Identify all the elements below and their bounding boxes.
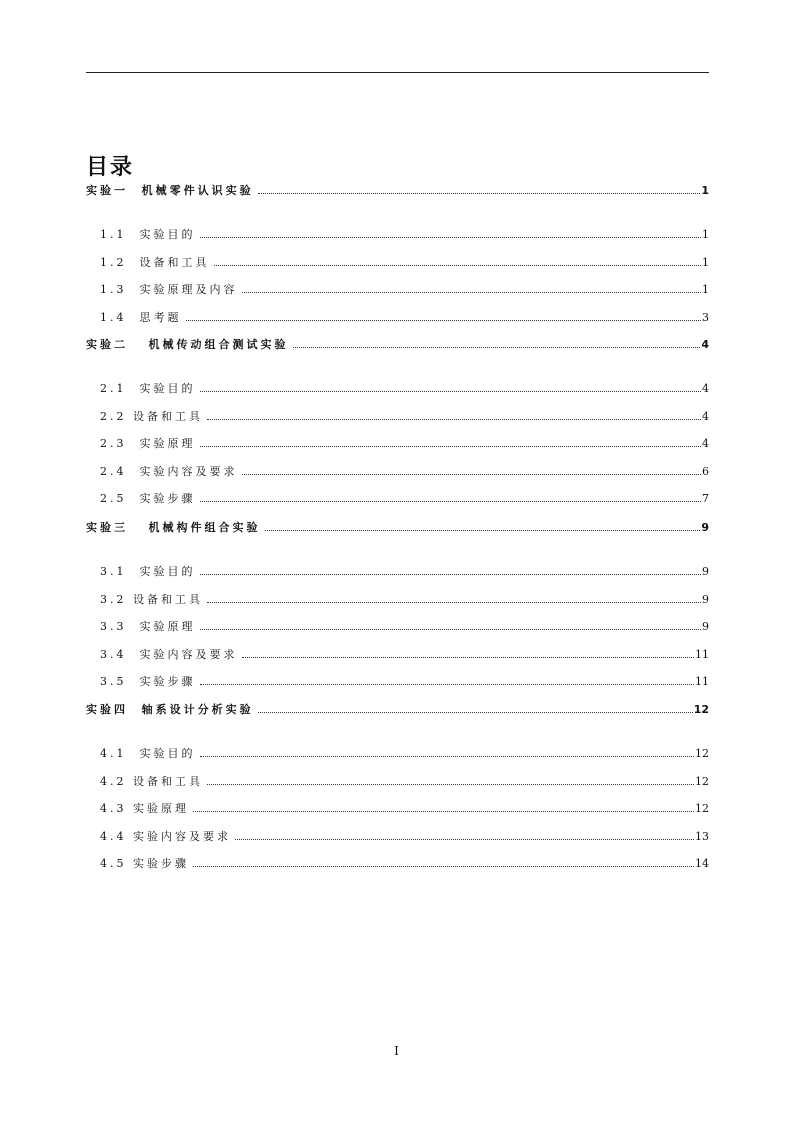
toc-section-label: 4.3 实验原理 — [100, 802, 189, 815]
toc-section-page-number: 13 — [695, 829, 709, 843]
toc-section-page-number: 11 — [695, 675, 709, 688]
dot-leader — [242, 291, 702, 293]
toc-section-page-number: 4 — [702, 409, 709, 423]
toc-section-page-number: 6 — [702, 464, 709, 478]
toc-section-row[interactable] — [100, 309, 709, 327]
toc-section-label: 3.3 实验原理 — [100, 620, 196, 633]
toc-chapter-row[interactable] — [86, 519, 709, 537]
toc-section-row[interactable] — [100, 563, 709, 581]
toc-section-page-number: 1 — [702, 228, 709, 241]
dot-leader — [200, 683, 695, 685]
toc-section-page-number: 12 — [695, 747, 709, 760]
toc-section-row[interactable] — [100, 618, 709, 636]
toc-section-page-number: 12 — [695, 802, 709, 815]
toc-section-label: 3.2 设备和工具 — [100, 592, 203, 606]
dot-leader — [193, 865, 694, 867]
toc-chapter-page-number: 12 — [693, 703, 709, 716]
dot-leader — [214, 264, 702, 266]
dot-leader — [207, 601, 701, 603]
dot-leader — [293, 346, 701, 348]
dot-leader — [186, 319, 702, 321]
toc-section-label: 2.1 实验目的 — [100, 382, 196, 395]
dot-leader — [193, 810, 694, 812]
toc-section-label: 1.2 设备和工具 — [100, 255, 210, 269]
toc-section-page-number: 1 — [702, 283, 709, 296]
toc-chapter-label: 实验一 机械零件认识实验 — [86, 184, 254, 197]
toc-section-row[interactable] — [100, 745, 709, 763]
toc-section-page-number: 4 — [702, 437, 709, 450]
dot-leader — [242, 656, 695, 658]
page-title: 目录 — [86, 155, 135, 180]
toc-chapter-label: 实验三 机械构件组合实验 — [86, 521, 261, 534]
dot-leader — [200, 445, 702, 447]
toc-chapter-row[interactable] — [86, 182, 709, 200]
toc-section-row[interactable] — [100, 828, 709, 846]
toc-chapter-page-number: 9 — [701, 521, 709, 534]
toc-section-page-number: 9 — [702, 620, 709, 633]
dot-leader — [200, 390, 702, 392]
toc-section-label: 4.4 实验内容及要求 — [100, 829, 231, 843]
toc-section-page-number: 3 — [702, 310, 709, 324]
toc-section-label: 4.2 设备和工具 — [100, 774, 203, 788]
toc-section-page-number: 9 — [702, 592, 709, 606]
toc-section-page-number: 14 — [695, 857, 709, 870]
toc-section-label: 1.4 思考题 — [100, 310, 182, 324]
toc-section-row[interactable] — [100, 281, 709, 299]
dot-leader — [258, 711, 693, 713]
toc-section-row[interactable] — [100, 463, 709, 481]
toc-section-label: 2.2 设备和工具 — [100, 409, 203, 423]
toc-section-row[interactable] — [100, 800, 709, 818]
toc-chapter-row[interactable] — [86, 701, 709, 719]
dot-leader — [200, 236, 702, 238]
dot-leader — [200, 755, 695, 757]
toc-section-label: 2.3 实验原理 — [100, 437, 196, 450]
toc-section-page-number: 12 — [695, 774, 709, 788]
toc-section-row[interactable] — [100, 435, 709, 453]
toc-section-label: 2.4 实验内容及要求 — [100, 464, 238, 478]
toc-section-row[interactable] — [100, 591, 709, 609]
toc-section-page-number: 1 — [702, 255, 709, 269]
toc-section-label: 1.1 实验目的 — [100, 228, 196, 241]
toc-section-page-number: 7 — [702, 492, 709, 505]
toc-section-row[interactable] — [100, 673, 709, 691]
toc-section-label: 1.3 实验原理及内容 — [100, 283, 238, 296]
toc-section-page-number: 4 — [702, 382, 709, 395]
toc-chapter-label: 实验四 轴系设计分析实验 — [86, 703, 254, 716]
dot-leader — [200, 500, 702, 502]
toc-section-label: 4.5 实验步骤 — [100, 857, 189, 870]
dot-leader — [242, 473, 702, 475]
toc-chapter-row[interactable] — [86, 336, 709, 354]
header-rule — [86, 72, 709, 73]
toc-section-row[interactable] — [100, 855, 709, 873]
toc-section-label: 4.1 实验目的 — [100, 747, 196, 760]
dot-leader — [200, 573, 702, 575]
toc-section-label: 3.1 实验目的 — [100, 565, 196, 578]
toc-section-page-number: 9 — [702, 565, 709, 578]
toc-section-row[interactable] — [100, 226, 709, 244]
toc-section-row[interactable] — [100, 254, 709, 272]
dot-leader — [235, 838, 694, 840]
toc-chapter-page-number: 4 — [701, 338, 709, 351]
toc-section-row[interactable] — [100, 646, 709, 664]
dot-leader — [200, 628, 702, 630]
toc-section-row[interactable] — [100, 773, 709, 791]
toc-section-label: 2.5 实验步骤 — [100, 492, 196, 505]
toc-section-label: 3.4 实验内容及要求 — [100, 647, 238, 661]
toc-section-label: 3.5 实验步骤 — [100, 675, 196, 688]
dot-leader — [258, 192, 701, 194]
footer-page-number: I — [394, 1044, 399, 1058]
dot-leader — [207, 418, 701, 420]
toc-section-row[interactable] — [100, 380, 709, 398]
toc-section-row[interactable] — [100, 490, 709, 508]
toc-chapter-page-number: 1 — [701, 184, 709, 197]
toc-section-row[interactable] — [100, 408, 709, 426]
toc-section-page-number: 11 — [695, 647, 709, 661]
dot-leader — [207, 783, 694, 785]
toc-chapter-label: 实验二 机械传动组合测试实验 — [86, 338, 289, 351]
dot-leader — [265, 529, 701, 531]
